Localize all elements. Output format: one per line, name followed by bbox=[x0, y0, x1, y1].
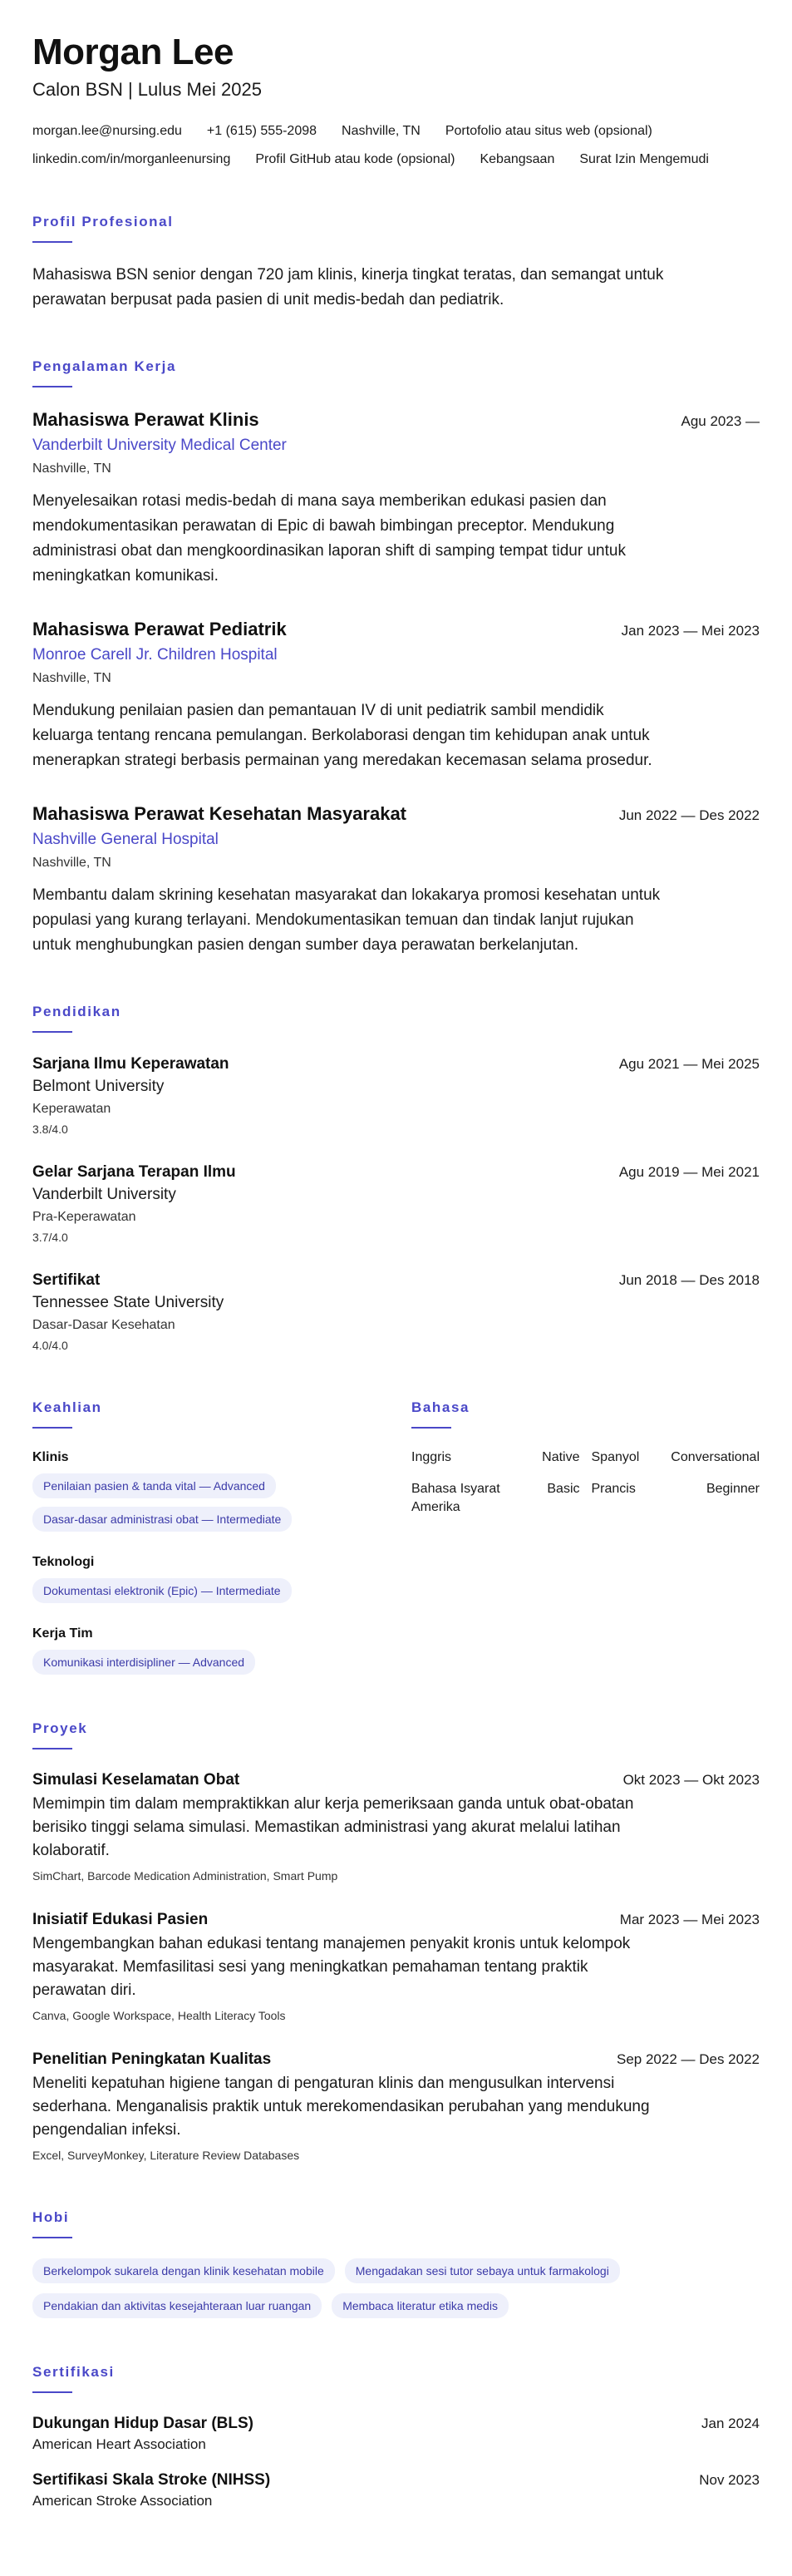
language-level: Native bbox=[542, 1450, 580, 1464]
section-title: Proyek bbox=[32, 1720, 88, 1736]
job-date: Jun 2022 — Des 2022 bbox=[618, 807, 760, 823]
certification-title: Sertifikasi Skala Stroke (NIHSS) bbox=[32, 2471, 271, 2489]
hobby-chip: Mengadakan sesi tutor sebaya untuk farmakologi bbox=[345, 2258, 620, 2283]
education-degree: Sertifikat bbox=[32, 1271, 101, 1289]
project-title: Inisiatif Edukasi Pasien bbox=[32, 1911, 209, 1928]
section-title: Sertifikasi bbox=[32, 2364, 115, 2380]
job-description: Membantu dalam skrining kesehatan masyarakat dan lokakarya promosi kesehatan untuk populasi yang kurang terlayani. Mendokumentasikan temuan dan tindak lanjut rujukan untuk menghubungkan pasien dengan sumber daya perawatan berkelanjutan. bbox=[32, 886, 661, 954]
certifications-section bbox=[32, 2363, 760, 2511]
project-tools: Canva, Google Workspace, Health Literacy Tools bbox=[32, 2009, 286, 2022]
education-date: Agu 2019 — Mei 2021 bbox=[618, 1164, 760, 1180]
job-title: Mahasiswa Perawat Klinis bbox=[32, 409, 259, 430]
job-title: Mahasiswa Perawat Pediatrik bbox=[32, 619, 287, 639]
job-title: Mahasiswa Perawat Kesehatan Masyarakat bbox=[32, 803, 407, 824]
education-section bbox=[32, 1003, 760, 1354]
education-gpa: 3.8/4.0 bbox=[32, 1123, 68, 1136]
contact-nationality: Kebangsaan bbox=[480, 152, 555, 166]
job-date: Jan 2023 — Mei 2023 bbox=[621, 623, 760, 639]
job-employer: Monroe Carell Jr. Children Hospital bbox=[32, 646, 278, 664]
education-field: Keperawatan bbox=[32, 1102, 111, 1116]
hobby-chip: Membaca literatur etika medis bbox=[332, 2293, 509, 2318]
languages-section bbox=[411, 1399, 760, 1675]
project-description: Mengembangkan bahan edukasi tentang manajemen penyakit kronis untuk kelompok masyarakat. Memfasilitasi sesi yang meningkatkan pemahaman tentang praktik perawatan diri. bbox=[32, 1935, 631, 1999]
hobby-chip: Pendakian dan aktivitas kesejahteraan luar ruangan bbox=[32, 2293, 322, 2318]
skill-group bbox=[32, 1553, 411, 1603]
language-level: Basic bbox=[547, 1482, 580, 1496]
language-name: Prancis bbox=[591, 1482, 636, 1496]
certification-issuer: American Stroke Association bbox=[32, 2493, 213, 2509]
job-location: Nashville, TN bbox=[32, 671, 111, 685]
skills-languages-row bbox=[32, 1399, 760, 1675]
education-date: Agu 2021 — Mei 2025 bbox=[618, 1056, 760, 1072]
skill-group bbox=[32, 1448, 411, 1532]
education-school: Tennessee State University bbox=[32, 1294, 224, 1311]
profile-summary: Mahasiswa BSN senior dengan 720 jam klinis, kinerja tingkat teratas, dan semangat untuk perawatan berpusat pada pasien di unit medis-bedah dan pediatrik. bbox=[32, 266, 664, 308]
project-date: Sep 2022 — Des 2022 bbox=[616, 2051, 760, 2067]
education-degree: Gelar Sarjana Terapan Ilmu bbox=[32, 1163, 236, 1181]
certification-date: Jan 2024 bbox=[701, 2416, 760, 2431]
certification-issuer: American Heart Association bbox=[32, 2436, 206, 2452]
job-date: Agu 2023 — bbox=[681, 413, 760, 429]
skill-group-name: Kerja Tim bbox=[32, 1626, 93, 1641]
job-entry bbox=[32, 407, 760, 589]
job-location: Nashville, TN bbox=[32, 461, 111, 476]
skill-group-name: Teknologi bbox=[32, 1555, 95, 1569]
project-description: Memimpin tim dalam mempraktikkan alur kerja pemeriksaan ganda untuk obat-obatan berisiko tinggi selama simulasi. Memastikan administrasi yang akurat melalui latihan kolaboratif. bbox=[32, 1795, 634, 1859]
hobby-chip: Berkelompok sukarela dengan klinik kesehatan mobile bbox=[32, 2258, 335, 2283]
project-date: Mar 2023 — Mei 2023 bbox=[619, 1912, 760, 1927]
certification-entry bbox=[32, 2413, 760, 2455]
project-title: Simulasi Keselamatan Obat bbox=[32, 1771, 240, 1789]
hobbies-section bbox=[32, 2208, 760, 2318]
candidate-name: Morgan Lee bbox=[32, 32, 234, 72]
contact-phone[interactable]: +1 (615) 555-2098 bbox=[206, 124, 317, 138]
resume-header bbox=[32, 32, 760, 168]
education-school: Vanderbilt University bbox=[32, 1186, 176, 1203]
candidate-headline: Calon BSN | Lulus Mei 2025 bbox=[32, 79, 262, 100]
section-divider bbox=[32, 241, 72, 243]
project-entry bbox=[32, 2049, 760, 2164]
section-title: Bahasa bbox=[411, 1399, 470, 1415]
language-item bbox=[592, 1480, 760, 1517]
education-gpa: 4.0/4.0 bbox=[32, 1339, 68, 1352]
skills-section bbox=[32, 1399, 411, 1675]
language-level: Conversational bbox=[671, 1450, 760, 1464]
contact-email[interactable]: morgan.lee@nursing.edu bbox=[32, 124, 182, 138]
language-name: Inggris bbox=[411, 1450, 452, 1464]
education-date: Jun 2018 — Des 2018 bbox=[618, 1272, 760, 1288]
job-employer: Nashville General Hospital bbox=[32, 831, 219, 848]
profile-section bbox=[32, 213, 760, 313]
project-description: Meneliti kepatuhan higiene tangan di pengaturan klinis dan mengusulkan intervensi sederhana. Menganalisis praktik untuk merekomendasikan perubahan yang mendukung pengendalian infeksi. bbox=[32, 2075, 650, 2139]
job-location: Nashville, TN bbox=[32, 856, 111, 870]
certification-title: Dukungan Hidup Dasar (BLS) bbox=[32, 2415, 254, 2432]
job-entry bbox=[32, 617, 760, 773]
language-list bbox=[411, 1448, 760, 1517]
section-title: Pengalaman Kerja bbox=[32, 358, 176, 374]
projects-section bbox=[32, 1720, 760, 2164]
job-employer: Vanderbilt University Medical Center bbox=[32, 437, 287, 454]
project-entry bbox=[32, 1909, 760, 2024]
contact-location: Nashville, TN bbox=[342, 124, 421, 138]
section-title: Hobi bbox=[32, 2209, 70, 2225]
language-item bbox=[592, 1448, 760, 1467]
skill-chip: Dokumentasi elektronik (Epic) — Intermediate bbox=[32, 1578, 292, 1603]
section-divider bbox=[32, 1427, 72, 1429]
project-tools: Excel, SurveyMonkey, Literature Review Databases bbox=[32, 2149, 300, 2162]
education-field: Dasar-Dasar Kesehatan bbox=[32, 1318, 175, 1332]
education-entry bbox=[32, 1053, 760, 1137]
education-entry bbox=[32, 1269, 760, 1354]
job-entry bbox=[32, 802, 760, 958]
section-divider bbox=[32, 386, 72, 387]
language-item bbox=[411, 1448, 580, 1467]
education-entry bbox=[32, 1161, 760, 1246]
section-title: Profil Profesional bbox=[32, 214, 174, 229]
section-divider bbox=[32, 2237, 72, 2238]
language-name: Spanyol bbox=[591, 1450, 640, 1464]
contact-github[interactable]: Profil GitHub atau kode (opsional) bbox=[255, 152, 455, 166]
contact-list bbox=[32, 123, 760, 168]
education-degree: Sarjana Ilmu Keperawatan bbox=[32, 1055, 229, 1073]
project-title: Penelitian Peningkatan Kualitas bbox=[32, 2050, 272, 2068]
education-gpa: 3.7/4.0 bbox=[32, 1231, 68, 1244]
project-tools: SimChart, Barcode Medication Administration, Smart Pump bbox=[32, 1869, 338, 1883]
section-title: Keahlian bbox=[32, 1399, 102, 1415]
section-divider bbox=[32, 1031, 72, 1033]
project-entry bbox=[32, 1769, 760, 1884]
job-description: Mendukung penilaian pasien dan pemantauan IV di unit pediatrik sambil mendidik keluarga tentang rencana pemulangan. Berkolaborasi dengan tim kehidupan anak untuk menerapkan strategi berbasis permainan yang meredakan kecemasan selama prosedur. bbox=[32, 702, 652, 769]
language-item bbox=[411, 1480, 580, 1517]
section-divider bbox=[411, 1427, 451, 1429]
section-divider bbox=[32, 2391, 72, 2393]
section-title: Pendidikan bbox=[32, 1004, 121, 1019]
education-school: Belmont University bbox=[32, 1078, 165, 1095]
hobby-list bbox=[32, 2258, 747, 2318]
language-name: Bahasa Isyarat Amerika bbox=[411, 1482, 500, 1514]
contact-linkedin[interactable]: linkedin.com/in/morganleenursing bbox=[32, 152, 231, 166]
skill-group bbox=[32, 1625, 411, 1675]
education-field: Pra-Keperawatan bbox=[32, 1210, 136, 1224]
skill-chip: Dasar-dasar administrasi obat — Intermediate bbox=[32, 1507, 292, 1532]
certification-date: Nov 2023 bbox=[699, 2472, 760, 2488]
experience-section bbox=[32, 358, 760, 958]
project-date: Okt 2023 — Okt 2023 bbox=[622, 1772, 760, 1788]
contact-portfolio[interactable]: Portofolio atau situs web (opsional) bbox=[445, 124, 652, 138]
certification-entry bbox=[32, 2470, 760, 2511]
skill-chip: Penilaian pasien & tanda vital — Advanced bbox=[32, 1473, 276, 1498]
skill-chip: Komunikasi interdisipliner — Advanced bbox=[32, 1650, 255, 1675]
section-divider bbox=[32, 1748, 72, 1749]
skill-group-name: Klinis bbox=[32, 1450, 69, 1464]
job-description: Menyelesaikan rotasi medis-bedah di mana saya memberikan edukasi pasien dan mendokumentasikan perawatan di Epic di bawah bimbingan preceptor. Mendukung administrasi obat dan mengkoordinasikan laporan shift di samping tempat tidur untuk meningkatkan komunikasi. bbox=[32, 492, 626, 585]
contact-drivers-license: Surat Izin Mengemudi bbox=[579, 152, 709, 166]
language-level: Beginner bbox=[706, 1482, 760, 1496]
